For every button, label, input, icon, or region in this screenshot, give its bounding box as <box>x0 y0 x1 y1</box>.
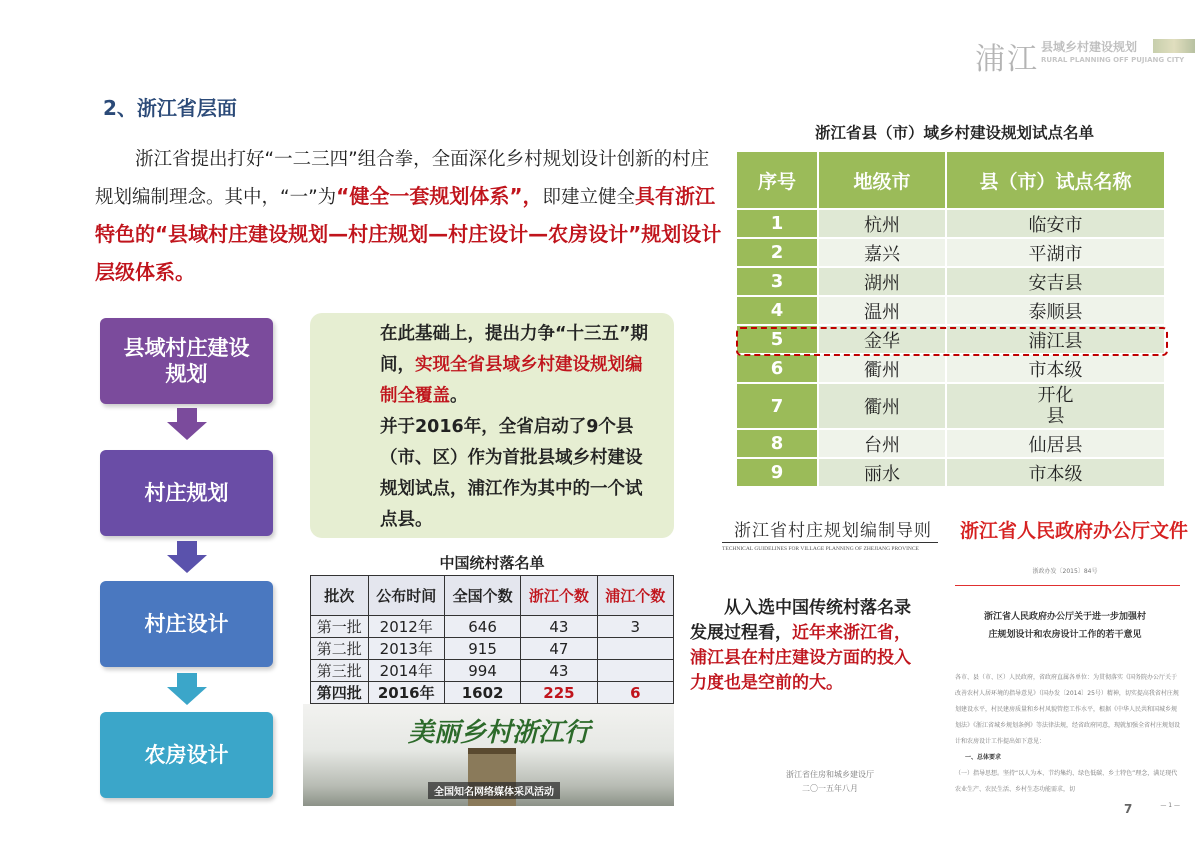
doc-section: 一、总体要求 <box>965 754 1002 761</box>
intro-highlight-2: 具有浙江特色的“县域村庄建设规划—村庄规划—村庄设计—农房设计”规划设计层级体系。 <box>95 184 722 284</box>
cell: 4 <box>736 296 818 325</box>
cell: 915 <box>444 638 520 660</box>
doc-title: 浙江省人民政府办公厅文件 <box>960 520 1189 542</box>
table-row <box>311 638 674 660</box>
doc-number: 浙政办发〔2015〕84号 <box>1032 568 1098 575</box>
flow-step-house-design <box>100 712 273 798</box>
intro-text-2: 即建立健全 <box>542 187 635 208</box>
down-arrow-icon <box>167 408 207 440</box>
villages-table <box>310 575 674 704</box>
villages-table-title: 中国统村落名单 <box>439 554 545 572</box>
logo-calligraphy: 浦江 <box>975 42 1039 77</box>
cell <box>597 638 673 660</box>
conclusion-text <box>690 596 918 696</box>
divider <box>722 542 938 543</box>
intro-highlight: “健全一套规划体系”， <box>336 184 543 208</box>
cell: 6 <box>736 354 818 383</box>
table-row <box>736 458 1165 487</box>
table-row <box>311 682 674 704</box>
cell: 1602 <box>444 682 520 704</box>
pilot-table-title: 浙江省县（市）域乡村建设规划试点名单 <box>815 124 1095 142</box>
cell: 临安市 <box>946 209 1165 238</box>
cell: 8 <box>736 429 818 458</box>
cell: 7 <box>736 383 818 429</box>
campaign-banner-image <box>303 704 674 806</box>
cell: 3 <box>736 267 818 296</box>
table-row <box>311 616 674 638</box>
section-title: 2、浙江省层面 <box>103 96 237 120</box>
th: 批次 <box>311 576 369 616</box>
table-row <box>736 296 1165 325</box>
cell: 第一批 <box>311 616 369 638</box>
cell: 1 <box>736 209 818 238</box>
cell: 2012年 <box>368 616 444 638</box>
cell: 杭州 <box>818 209 946 238</box>
down-arrow-icon <box>167 673 207 705</box>
cell: 3 <box>597 616 673 638</box>
cell: 温州 <box>818 296 946 325</box>
table-row <box>736 354 1165 383</box>
doc-footer <box>770 768 890 796</box>
table-row <box>736 267 1165 296</box>
cell: 第四批 <box>311 682 369 704</box>
flow-step-village-planning <box>100 450 273 536</box>
cell: 43 <box>521 616 597 638</box>
table-row <box>736 238 1165 267</box>
cell: 6 <box>597 682 673 704</box>
logo-image <box>1153 39 1195 53</box>
th: 浙江个数 <box>521 576 597 616</box>
table-row <box>736 209 1165 238</box>
logo-cn: 县域乡村建设规划 <box>1041 40 1138 54</box>
intro-paragraph <box>95 142 725 292</box>
callout-p2: 并于2016年，全省启动了9个县（市、区）作为首批县域乡村建设规划试点，浦江作为其中的一个试点县。 <box>380 417 643 530</box>
highlight-dashed-box <box>736 327 1168 356</box>
cell: 衢州 <box>818 383 946 429</box>
cell-text: 开化县 <box>1037 385 1074 427</box>
table-header <box>736 151 1165 209</box>
down-arrow-icon <box>167 541 207 573</box>
banner-title: 美丽乡村浙江行 <box>408 718 591 748</box>
flow-label: 村庄设计 <box>144 612 229 636</box>
cell: 浦江县 <box>946 325 1165 354</box>
flow-step-county-planning <box>100 318 273 404</box>
cell: 646 <box>444 616 520 638</box>
cell: 994 <box>444 660 520 682</box>
cell <box>597 660 673 682</box>
doc-heading: 浙江省人民政府办公厅关于进一步加强村庄规划设计和农房设计工作的若干意见 <box>983 612 1146 640</box>
conclusion-highlight: 近年来浙江省，浦江县在村庄建设方面的投入力度也是空前的大。 <box>690 623 911 693</box>
cell: 嘉兴 <box>818 238 946 267</box>
cell: 丽水 <box>818 458 946 487</box>
callout-box <box>310 313 674 538</box>
doc-date: 二〇一五年八月 <box>802 784 858 793</box>
cell: 金华 <box>818 325 946 354</box>
pilot-table <box>735 150 1166 488</box>
cell: 泰顺县 <box>946 296 1165 325</box>
th: 全国个数 <box>444 576 520 616</box>
cell: 2 <box>736 238 818 267</box>
cell <box>946 383 1165 429</box>
cell: 第二批 <box>311 638 369 660</box>
doc-item: （一）指导思想。坚持“以人为本、节约集约、绿色低碳、乡土特色”理念，满足现代农业生产、农民生活、乡村生态功能需求，切 <box>955 770 1178 793</box>
table-row <box>311 660 674 682</box>
flow-label: 农房设计 <box>144 743 229 767</box>
intro-text: 浙江省提出打好“一二三四”组合拳，全面深化乡村规划设计创新的村庄规划编制理念。其中，“一”为 <box>95 149 710 208</box>
flow-step-village-design <box>100 581 273 667</box>
logo-en: RURAL PLANNING OFF PUJIANG CITY <box>1041 56 1185 64</box>
cell: 5 <box>736 325 818 354</box>
cell: 市本级 <box>946 458 1165 487</box>
cell: 安吉县 <box>946 267 1165 296</box>
cell: 台州 <box>818 429 946 458</box>
callout-text-end: 。 <box>450 386 468 406</box>
table-header <box>311 576 674 616</box>
callout-p1 <box>326 319 658 412</box>
doc-issuer: 浙江省住房和城乡建设厅 <box>786 770 874 779</box>
brand-logo <box>975 34 1197 77</box>
table-row <box>736 383 1165 429</box>
callout-highlight: 实现全省县域乡村建设规划编制全覆盖 <box>380 355 643 406</box>
cell: 市本级 <box>946 354 1165 383</box>
cell: 湖州 <box>818 267 946 296</box>
doc-title: 浙江省村庄规划编制导则 <box>734 521 932 541</box>
banner-subtitle: 全国知名网络媒体采风活动 <box>428 782 560 799</box>
cell: 9 <box>736 458 818 487</box>
th: 地级市 <box>818 151 946 209</box>
cell: 2013年 <box>368 638 444 660</box>
callout-text: 在此基础上，提出力争“十三五”期间， <box>380 324 649 375</box>
page-number: 7 <box>1124 802 1133 816</box>
cell: 2014年 <box>368 660 444 682</box>
table-row <box>736 429 1165 458</box>
cell: 2016年 <box>368 682 444 704</box>
th: 公布时间 <box>368 576 444 616</box>
doc-body <box>955 670 1180 814</box>
doc-body-text: 各市、县（市、区）人民政府，省政府直属各单位：为贯彻落实《国务院办公厅关于改善农村人居环境的指导意见》（国办发〔2014〕25号）精神，切实提高我省村庄规划建设水平，村民建房质量和乡村风貌管控工作水平，根据《中华人民共和国城乡规划法》《浙江省城乡规划条例》等法律法规，经省政府同意，现就加强全省村庄规划设计和农房设计工作提出如下意见： <box>955 674 1181 745</box>
th: 浦江个数 <box>597 576 673 616</box>
cell: 平湖市 <box>946 238 1165 267</box>
doc-page-mark: — 1 — <box>1160 802 1180 809</box>
red-divider <box>955 585 1180 586</box>
doc-subtitle: TECHNICAL GUIDELINES FOR VILLAGE PLANNING OF ZHEJIANG PROVINCE <box>722 546 919 552</box>
conclusion-plain: 从入选中国传统村落名录发展过程看， <box>690 598 911 643</box>
th: 县（市）试点名称 <box>946 151 1165 209</box>
th: 序号 <box>736 151 818 209</box>
cell: 47 <box>521 638 597 660</box>
cell: 第三批 <box>311 660 369 682</box>
cell: 225 <box>521 682 597 704</box>
notice-document <box>950 510 1192 809</box>
cell: 43 <box>521 660 597 682</box>
cell: 仙居县 <box>946 429 1165 458</box>
cell: 衢州 <box>818 354 946 383</box>
flow-label: 村庄规划 <box>144 481 229 505</box>
flow-label: 县域村庄建设规划 <box>123 336 250 386</box>
